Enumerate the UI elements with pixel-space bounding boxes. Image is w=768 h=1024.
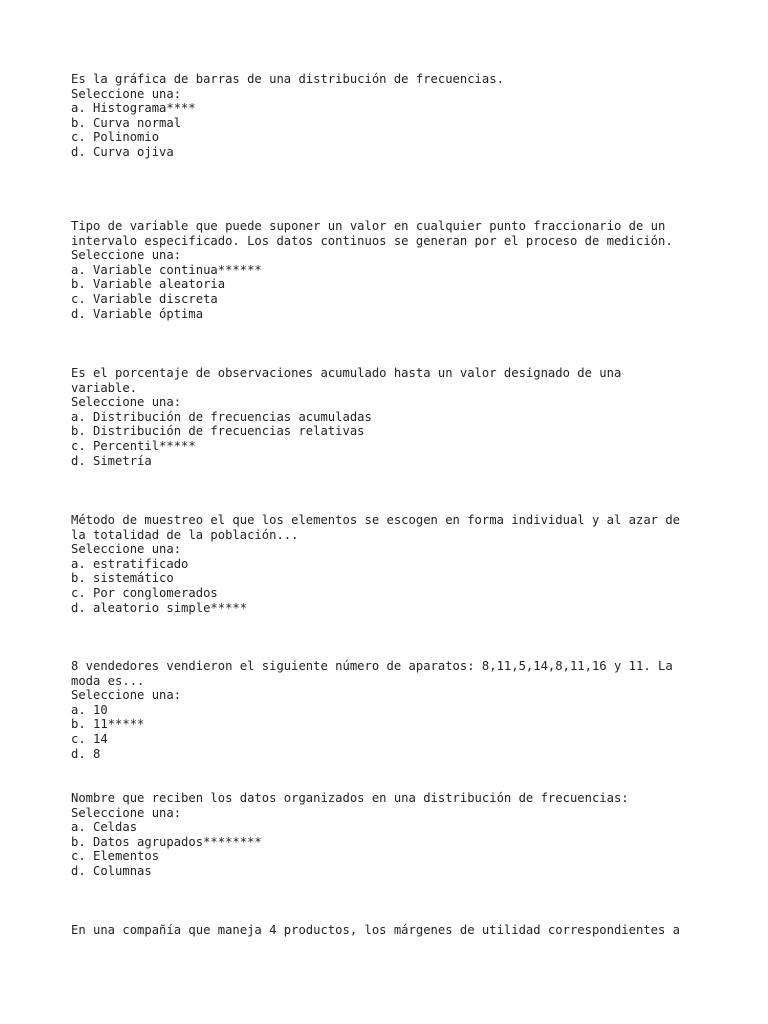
question-text: Es el porcentaje de observaciones acumulado hasta un valor designado de una — [71, 366, 622, 380]
question-block — [71, 366, 711, 468]
select-prompt: Seleccione una: — [71, 248, 182, 263]
answer-option: a. Celdas — [71, 820, 138, 835]
question-text: variable. — [71, 380, 138, 395]
answer-option: d. Variable óptima — [71, 306, 204, 321]
answer-option: c. Elementos — [71, 849, 160, 864]
question-text: 8 vendedores vendieron el siguiente número de aparatos: 8,11,5,14,8,11,16 y 11. La — [71, 659, 673, 673]
answer-option: d. Simetría — [71, 453, 152, 468]
answer-option: c. Por conglomerados — [71, 585, 218, 600]
select-prompt: Seleccione una: — [71, 395, 182, 410]
answer-option: a. Distribución de frecuencias acumuladas — [71, 409, 372, 424]
answer-option: b. Distribución de frecuencias relativas — [71, 424, 365, 439]
answer-option: a. Histograma**** — [71, 101, 196, 116]
select-prompt: Seleccione una: — [71, 542, 182, 557]
answer-option: b. 11***** — [71, 717, 145, 732]
question-text: la totalidad de la población... — [71, 527, 299, 542]
question-text: intervalo especificado. Los datos continuos se generan por el proceso de medición. — [71, 233, 673, 248]
question-text: Método de muestreo el que los elementos se escogen en forma individual y al azar de — [71, 513, 681, 527]
answer-option: c. Variable discreta — [71, 291, 218, 306]
select-prompt: Seleccione una: — [71, 805, 182, 820]
select-prompt: Seleccione una: — [71, 86, 182, 101]
question-text: Nombre que reciben los datos organizados en una distribución de frecuencias: — [71, 791, 629, 805]
answer-option: c. Polinomio — [71, 130, 160, 145]
answer-option: b. Curva normal — [71, 115, 182, 130]
question-text: moda es... — [71, 673, 145, 688]
question-text: Es la gráfica de barras de una distribución de frecuencias. — [71, 72, 504, 86]
answer-option: a. estratificado — [71, 556, 189, 571]
question-text: Tipo de variable que puede suponer un valor en cualquier punto fraccionario de un — [71, 219, 666, 233]
answer-option: b. Variable aleatoria — [71, 277, 226, 292]
question-block — [71, 923, 711, 938]
select-prompt: Seleccione una: — [71, 688, 182, 703]
answer-option: b. sistemático — [71, 571, 174, 586]
question-block — [71, 72, 711, 160]
answer-option: a. Variable continua****** — [71, 262, 262, 277]
answer-option: a. 10 — [71, 702, 108, 717]
answer-option: d. 8 — [71, 746, 101, 761]
answer-option: c. 14 — [71, 731, 108, 746]
answer-option: d. aleatorio simple***** — [71, 600, 248, 615]
question-text: En una compañía que maneja 4 productos, los márgenes de utilidad correspondientes a — [71, 923, 681, 937]
question-block — [71, 659, 711, 761]
answer-option: d. Columnas — [71, 863, 152, 878]
answer-option: d. Curva ojiva — [71, 144, 174, 159]
answer-option: c. Percentil***** — [71, 438, 196, 453]
answer-option: b. Datos agrupados******** — [71, 834, 262, 849]
question-block — [71, 219, 711, 321]
question-block — [71, 791, 711, 879]
question-block — [71, 513, 711, 615]
